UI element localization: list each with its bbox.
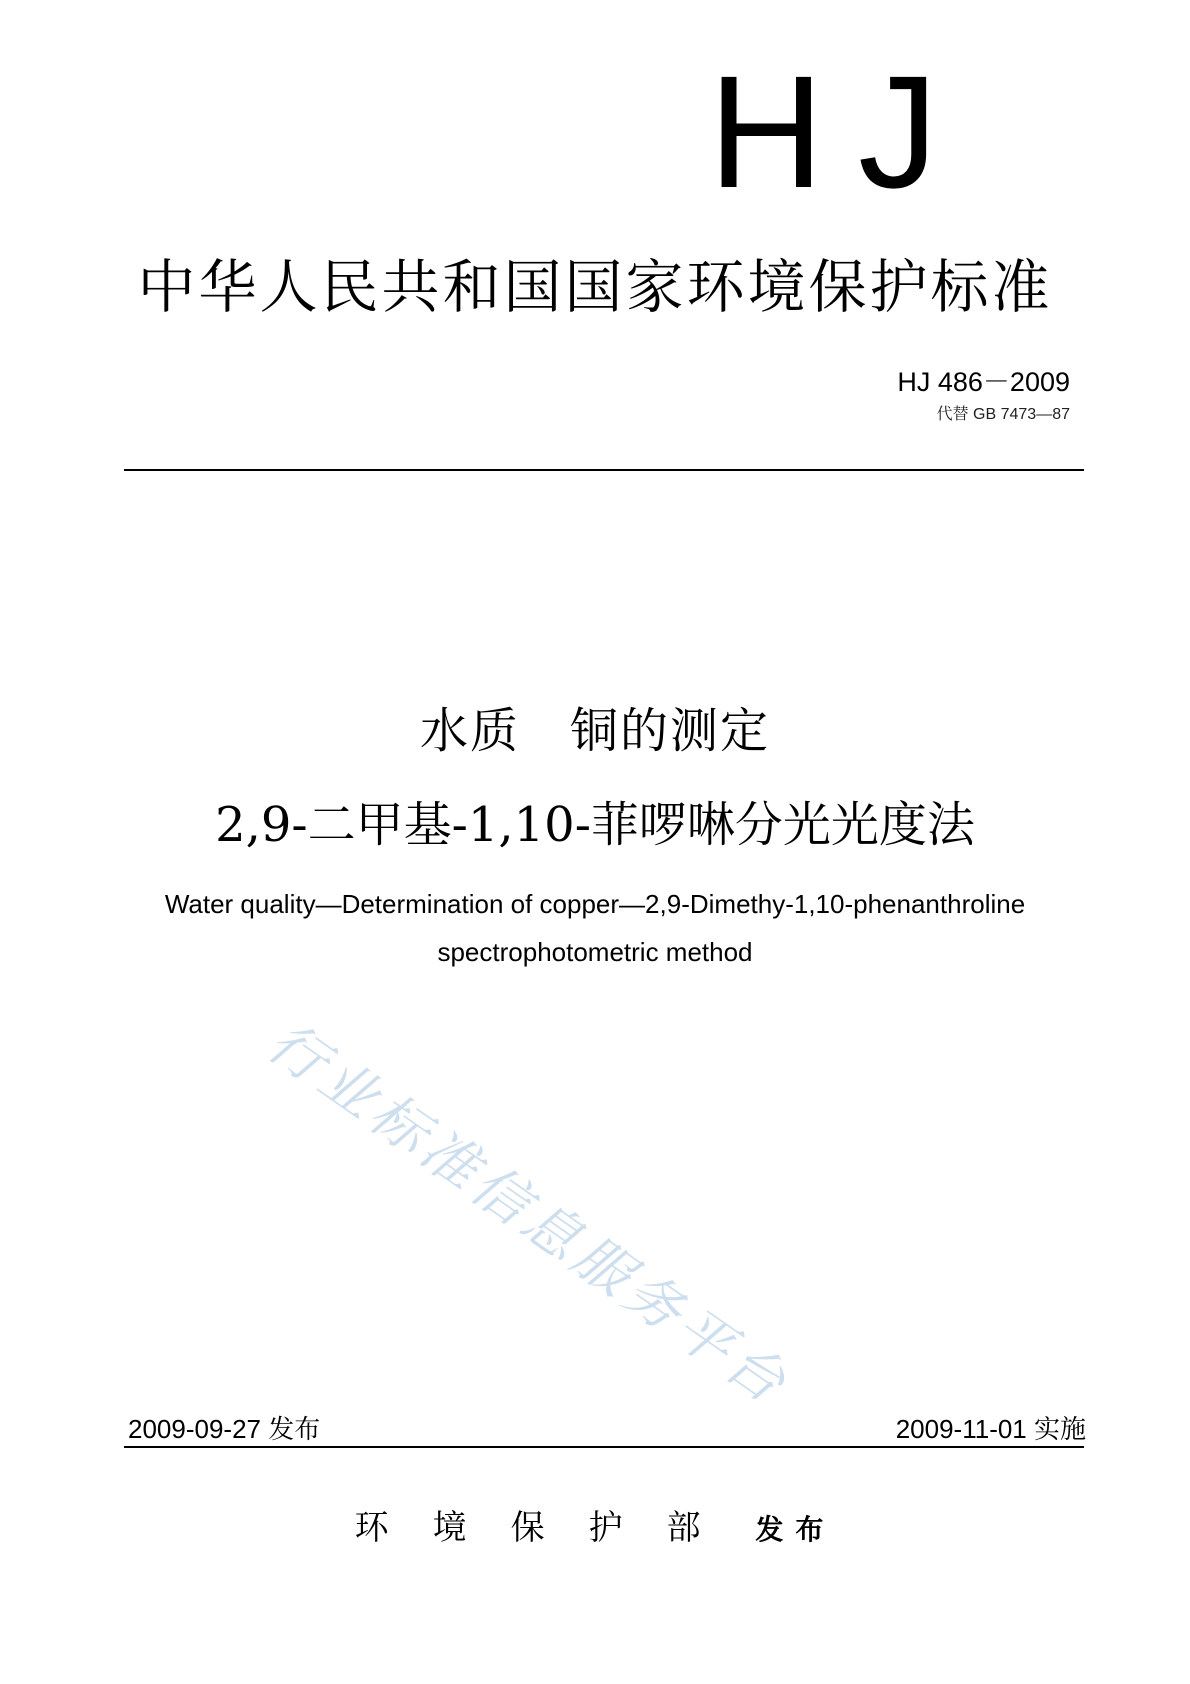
hj-logo: HJ: [708, 42, 972, 221]
top-divider: [124, 469, 1084, 471]
issuer-line: [0, 1500, 1190, 1549]
standard-category-title: 中华人民共和国国家环境保护标准: [137, 253, 1053, 321]
release-date: 2009-09-27 发布: [128, 1414, 321, 1444]
bottom-divider: [124, 1446, 1084, 1448]
title-en-line2: spectrophotometric method: [437, 937, 753, 967]
title-en-line1: Water quality—Determination of copper—2,9-Dimethy-1,10-phenanthroline: [164, 889, 1026, 919]
title-en: [0, 880, 1190, 976]
standard-number: HJ 486－2009: [897, 367, 1070, 397]
title-cn-line2: 2,9-二甲基-1,10-菲啰啉分光光度法: [215, 797, 975, 853]
issuer-org: 环境保护部: [354, 1508, 745, 1548]
watermark: 行业标准信息服务平台: [255, 1009, 801, 1419]
title-cn-line1: 水质 铜的测定: [419, 703, 770, 759]
issuer-action: 发布: [755, 1513, 836, 1546]
effective-date: 2009-11-01 实施: [895, 1414, 1086, 1444]
replaces-standard: 代替 GB 7473—87: [936, 406, 1070, 423]
